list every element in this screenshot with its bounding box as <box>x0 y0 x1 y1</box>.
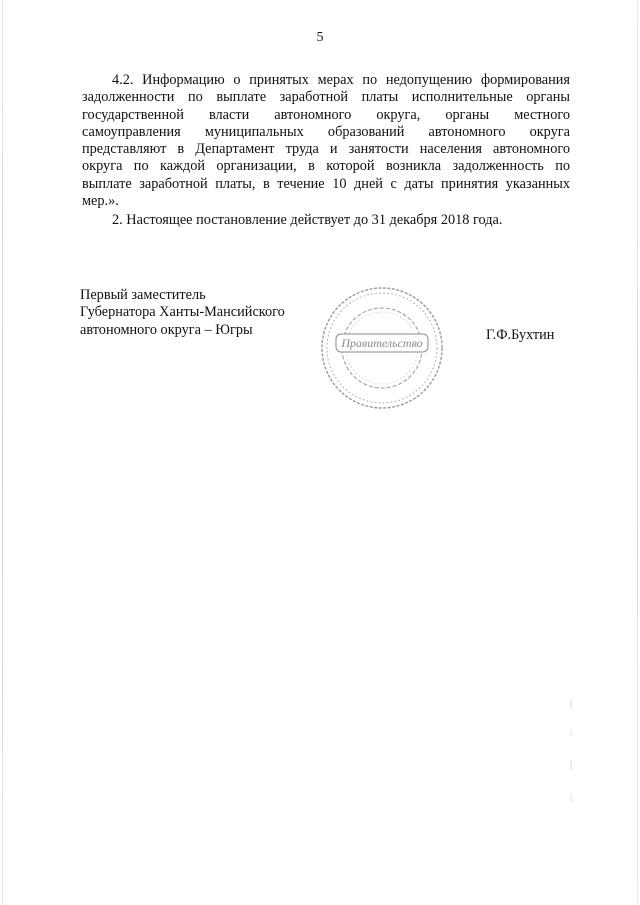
seal-icon <box>318 284 446 412</box>
scan-edge-right <box>637 0 638 905</box>
paragraph-line: представляют в Департамент труда и занятости населения автономного <box>82 141 570 158</box>
paragraph-line: мер.». <box>82 193 119 210</box>
signer-name: Г.Ф.Бухтин <box>486 327 555 343</box>
paragraph-line: государственной власти автономного округа, органы местного <box>82 106 570 123</box>
scan-edge-left <box>2 0 3 905</box>
signer-title-line: Губернатора Ханты-Мансийского <box>80 304 285 321</box>
seal-text: Правительство <box>341 336 423 350</box>
page-number: 5 <box>316 30 324 45</box>
paragraph-line: 4.2. Информацию о принятых мерах по недопущению формирования <box>112 72 570 88</box>
paragraph-line: задолженности по выплате заработной платы исполнительные органы <box>82 89 570 106</box>
paragraph-line: 2. Настоящее постановление действует до 31 декабря 2018 года. <box>112 212 503 228</box>
paragraph-line: округа по каждой организации, в которой возникла задолженность по <box>82 158 570 175</box>
signer-title-line: Первый заместитель <box>80 287 206 303</box>
paragraph-4-2 <box>82 72 570 210</box>
signer-title <box>80 287 285 339</box>
paragraph-line: выплате заработной платы, в течение 10 дней с даты принятия указанных <box>82 175 570 192</box>
official-seal-stamp <box>318 284 446 412</box>
paragraph-line: самоуправления муниципальных образований автономного округа <box>82 123 570 140</box>
scan-noise <box>566 700 576 810</box>
paragraph-2 <box>82 212 570 229</box>
signer-title-line: автономного округа – Югры <box>80 321 253 338</box>
